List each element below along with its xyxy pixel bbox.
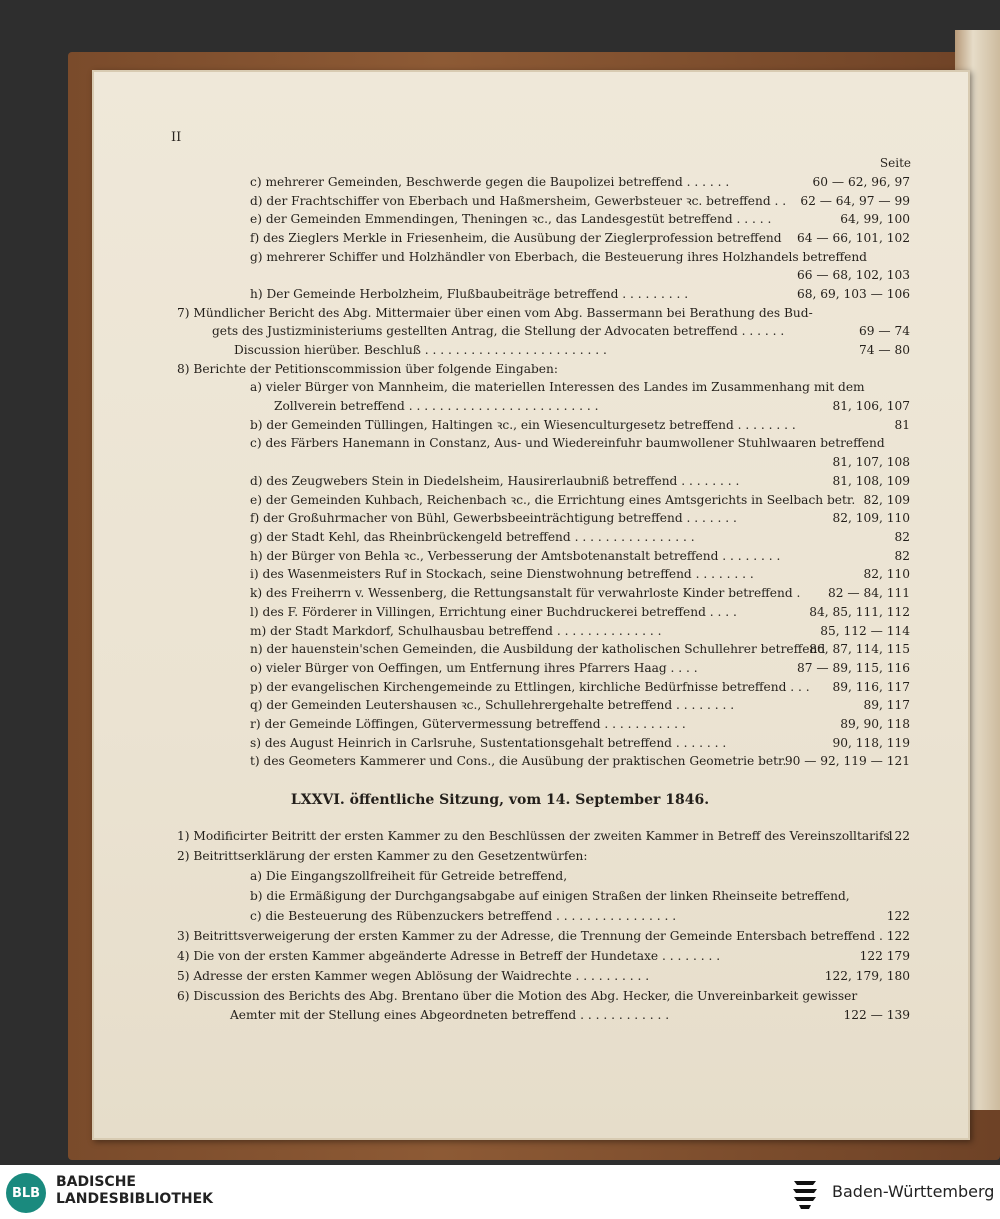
toc-entry-pages: 69 — 74	[859, 324, 910, 338]
session-entry-row	[177, 948, 910, 964]
session-entry-row	[177, 848, 910, 864]
session-entry-row	[230, 1007, 910, 1023]
toc-entry-row	[250, 193, 910, 209]
toc-entry-text: Zollverein betreffend . . . . . . . . . . . . . . . . . . . . . . . . .	[274, 399, 599, 413]
session-entry-text: a) Die Eingangszollfreiheit für Getreide betreffend,	[250, 869, 568, 883]
toc-entry-row	[250, 604, 910, 620]
toc-entry-row	[250, 379, 910, 395]
toc-entry-text: g) der Stadt Kehl, das Rheinbrückengeld betreffend . . . . . . . . . . . . . . . .	[250, 530, 695, 544]
toc-entry-pages: 66 — 68, 102, 103	[797, 268, 910, 282]
toc-entry-row	[250, 623, 910, 639]
toc-entry-pages: 82, 109, 110	[832, 511, 910, 525]
toc-entry-text: o) vieler Bürger von Oeffingen, um Entfernung ihres Pfarrers Haag . . . .	[250, 661, 698, 675]
toc-entry-row	[250, 585, 910, 601]
toc-entry-pages: 87 — 89, 115, 116	[797, 661, 910, 675]
toc-entry-pages: 62 — 64, 97 — 99	[800, 194, 910, 208]
seite-label: Seite	[879, 156, 911, 170]
toc-entry-row	[177, 361, 910, 377]
toc-entry-row	[250, 417, 910, 433]
toc-entry-text: g) mehrerer Schiffer und Holzhändler von Eberbach, die Besteuerung ihres Holzhandels betreffend	[250, 250, 867, 264]
toc-entry-row	[234, 342, 910, 358]
footer-bar	[0, 1165, 1000, 1219]
toc-entry-row	[250, 230, 910, 246]
session-entry-row	[177, 928, 910, 944]
toc-entry-text: 7) Mündlicher Bericht des Abg. Mittermaier über einen vom Abg. Bassermann bei Berathung des Bud-	[177, 306, 813, 320]
page-number: II	[171, 130, 182, 145]
toc-entry-text: d) der Frachtschiffer von Eberbach und Haßmersheim, Gewerbsteuer ꝛc. betreffend . .	[250, 194, 787, 208]
toc-entry-row	[250, 735, 910, 751]
toc-entry-row	[250, 510, 910, 526]
state-name[interactable]: Baden-Württemberg	[832, 1182, 995, 1201]
toc-entry-text: b) der Gemeinden Tüllingen, Haltingen ꝛc., ein Wiesenculturgesetz betreffend . . . . . . . .	[250, 418, 796, 432]
toc-entry-text: m) der Stadt Markdorf, Schulhausbau betreffend . . . . . . . . . . . . . .	[250, 624, 662, 638]
toc-entry-pages: 82	[894, 530, 910, 544]
toc-entry-text: i) des Wasenmeisters Ruf in Stockach, seine Dienstwohnung betreffend . . . . . . . .	[250, 567, 754, 581]
toc-entry-text: k) des Freiherrn v. Wessenberg, die Rettungsanstalt für verwahrloste Kinder betreffend .	[250, 586, 801, 600]
toc-entry-text: c) mehrerer Gemeinden, Beschwerde gegen die Baupolizei betreffend . . . . . .	[250, 175, 730, 189]
session-entry-row	[250, 868, 910, 884]
library-name-line1: BADISCHE	[56, 1174, 136, 1190]
toc-entry-row	[250, 566, 910, 582]
toc-entry-row	[212, 323, 910, 339]
toc-entry-text: e) der Gemeinden Kuhbach, Reichenbach ꝛc., die Errichtung eines Amtsgerichts in Seelbach betr.	[250, 493, 856, 507]
toc-entry-pages: 85, 112 — 114	[820, 624, 910, 638]
toc-entry-pages: 81, 106, 107	[832, 399, 910, 413]
toc-entry-row	[250, 473, 910, 489]
toc-entry-pages: 90, 118, 119	[832, 736, 910, 750]
session-entry-text: 2) Beitrittserklärung der ersten Kammer zu den Gesetzentwürfen:	[177, 849, 588, 863]
toc-entry-text: h) der Bürger von Behla ꝛc., Verbesserung der Amtsbotenanstalt betreffend . . . . . . . .	[250, 549, 781, 563]
toc-entry-pages: 89, 117	[863, 698, 910, 712]
toc-entry-pages: 82	[894, 549, 910, 563]
toc-entry-row	[250, 529, 910, 545]
toc-entry-text: s) des August Heinrich in Carlsruhe, Sustentationsgehalt betreffend . . . . . . .	[250, 736, 727, 750]
toc-entry-row	[250, 211, 910, 227]
session-entry-row	[177, 828, 910, 844]
session-entry-pages: 122	[886, 909, 910, 923]
session-entry-text: 4) Die von der ersten Kammer abgeänderte Adresse in Betreff der Hundetaxe . . . . . . . .	[177, 949, 721, 963]
toc-entry-row	[250, 435, 910, 451]
session-entry-text: 3) Beitrittsverweigerung der ersten Kammer zu der Adresse, die Trennung der Gemeinde Entersbach betreffend .	[177, 929, 883, 943]
toc-entry-pages: 90 — 92, 119 — 121	[784, 754, 910, 768]
toc-entry-text: n) der hauenstein'schen Gemeinden, die Ausbildung der katholischen Schullehrer betreffend	[250, 642, 826, 656]
toc-entry-text: h) Der Gemeinde Herbolzheim, Flußbaubeiträge betreffend . . . . . . . . .	[250, 287, 689, 301]
toc-entry-pages: 68, 69, 103 — 106	[797, 287, 910, 301]
session-entry-text: Aemter mit der Stellung eines Abgeordneten betreffend . . . . . . . . . . . .	[230, 1008, 670, 1022]
toc-entry-row	[250, 716, 910, 732]
session-entry-text: c) die Besteuerung des Rübenzuckers betreffend . . . . . . . . . . . . . . . .	[250, 909, 677, 923]
toc-entry-pages: 84, 85, 111, 112	[809, 605, 910, 619]
toc-entry-text: 8) Berichte der Petitionscommission über folgende Eingaben:	[177, 362, 558, 376]
toc-entry-pages: 81, 108, 109	[832, 474, 910, 488]
toc-entry-text: l) des F. Förderer in Villingen, Errichtung einer Buchdruckerei betreffend . . . .	[250, 605, 737, 619]
toc-entry-row	[250, 548, 910, 564]
toc-entry-row	[250, 492, 910, 508]
toc-entry-row	[250, 697, 910, 713]
toc-entry-pages: 82, 110	[863, 567, 910, 581]
toc-entry-pages: 81, 107, 108	[832, 455, 910, 469]
session-entry-row	[177, 968, 910, 984]
toc-entry-pages: 74 — 80	[859, 343, 910, 357]
blb-logo-icon[interactable]: BLB	[6, 1173, 46, 1213]
toc-entry-text: d) des Zeugwebers Stein in Diedelsheim, Hausirerlaubniß betreffend . . . . . . . .	[250, 474, 740, 488]
section-heading: LXXVI. öffentliche Sitzung, vom 14. September 1846.	[290, 792, 710, 808]
session-entry-text: 6) Discussion des Berichts des Abg. Brentano über die Motion des Abg. Hecker, die Unvereinbarkeit gewisser	[177, 989, 858, 1003]
toc-entry-pages: 64 — 66, 101, 102	[797, 231, 910, 245]
session-entry-row	[250, 888, 910, 904]
session-entry-text: b) die Ermäßigung der Durchgangsabgabe auf einigen Straßen der linken Rheinseite betreffend,	[250, 889, 850, 903]
toc-entry-text: a) vieler Bürger von Mannheim, die materiellen Interessen des Landes im Zusammenhang mit dem	[250, 380, 865, 394]
session-entry-row	[250, 908, 910, 924]
toc-entry-pages: 64, 99, 100	[840, 212, 910, 226]
toc-entry-text: gets des Justizministeriums gestellten Antrag, die Stellung der Advocaten betreffend . . . . . .	[212, 324, 785, 338]
session-entry-pages: 122, 179, 180	[824, 969, 910, 983]
toc-entry-text: Discussion hierüber. Beschluß . . . . . . . . . . . . . . . . . . . . . . . .	[234, 343, 607, 357]
session-entry-pages: 122 179	[859, 949, 910, 963]
toc-entry-row	[250, 753, 910, 769]
session-entry-text: 1) Modificirter Beitritt der ersten Kammer zu den Beschlüssen der zweiten Kammer in Betreff des Vereinszolltarifs	[177, 829, 890, 843]
toc-entry-text: t) des Geometers Kammerer und Cons., die Ausübung der praktischen Geometrie betr.	[250, 754, 787, 768]
toc-entry-pages: 81	[894, 418, 910, 432]
toc-entry-pages: 86, 87, 114, 115	[809, 642, 910, 656]
toc-entry-pages: 82, 109	[863, 493, 910, 507]
toc-entry-pages: 82 — 84, 111	[828, 586, 910, 600]
toc-entry-text: e) der Gemeinden Emmendingen, Theningen ꝛc., das Landesgestüt betreffend . . . . .	[250, 212, 772, 226]
toc-entry-row	[250, 174, 910, 190]
toc-entry-row	[274, 398, 910, 414]
session-entry-text: 5) Adresse der ersten Kammer wegen Ablösung der Waidrechte . . . . . . . . . .	[177, 969, 650, 983]
toc-entry-pages: 89, 90, 118	[840, 717, 910, 731]
library-name-line2: LANDESBIBLIOTHEK	[56, 1191, 214, 1207]
toc-entry-row	[250, 249, 910, 265]
toc-entry-text: p) der evangelischen Kirchengemeinde zu Ettlingen, kirchliche Bedürfnisse betreffend . . .	[250, 680, 810, 694]
session-entry-row	[177, 988, 910, 1004]
session-entry-pages: 122	[886, 829, 910, 843]
toc-entry-pages: 60 — 62, 96, 97	[812, 175, 910, 189]
toc-entry-text: f) der Großuhrmacher von Bühl, Gewerbsbeeinträchtigung betreffend . . . . . . .	[250, 511, 737, 525]
toc-entry-row	[250, 641, 910, 657]
toc-entry-pages: 89, 116, 117	[832, 680, 910, 694]
session-entry-pages: 122 — 139	[843, 1008, 910, 1022]
baden-wuerttemberg-lions-icon	[790, 1175, 820, 1211]
toc-entry-row	[177, 305, 910, 321]
toc-entry-text: q) der Gemeinden Leutershausen ꝛc., Schullehrergehalte betreffend . . . . . . . .	[250, 698, 735, 712]
toc-entry-text: c) des Färbers Hanemann in Constanz, Aus- und Wiedereinfuhr baumwollener Stuhlwaaren betreffend	[250, 436, 885, 450]
toc-entry-text: f) des Zieglers Merkle in Friesenheim, die Ausübung der Zieglerprofession betreffend	[250, 231, 782, 245]
toc-entry-row	[250, 679, 910, 695]
toc-entry-row	[250, 286, 910, 302]
toc-entry-row	[250, 660, 910, 676]
library-name[interactable]	[56, 1174, 213, 1208]
toc-entry-text: r) der Gemeinde Löffingen, Gütervermessung betreffend . . . . . . . . . . .	[250, 717, 686, 731]
session-entry-pages: 122	[886, 929, 910, 943]
